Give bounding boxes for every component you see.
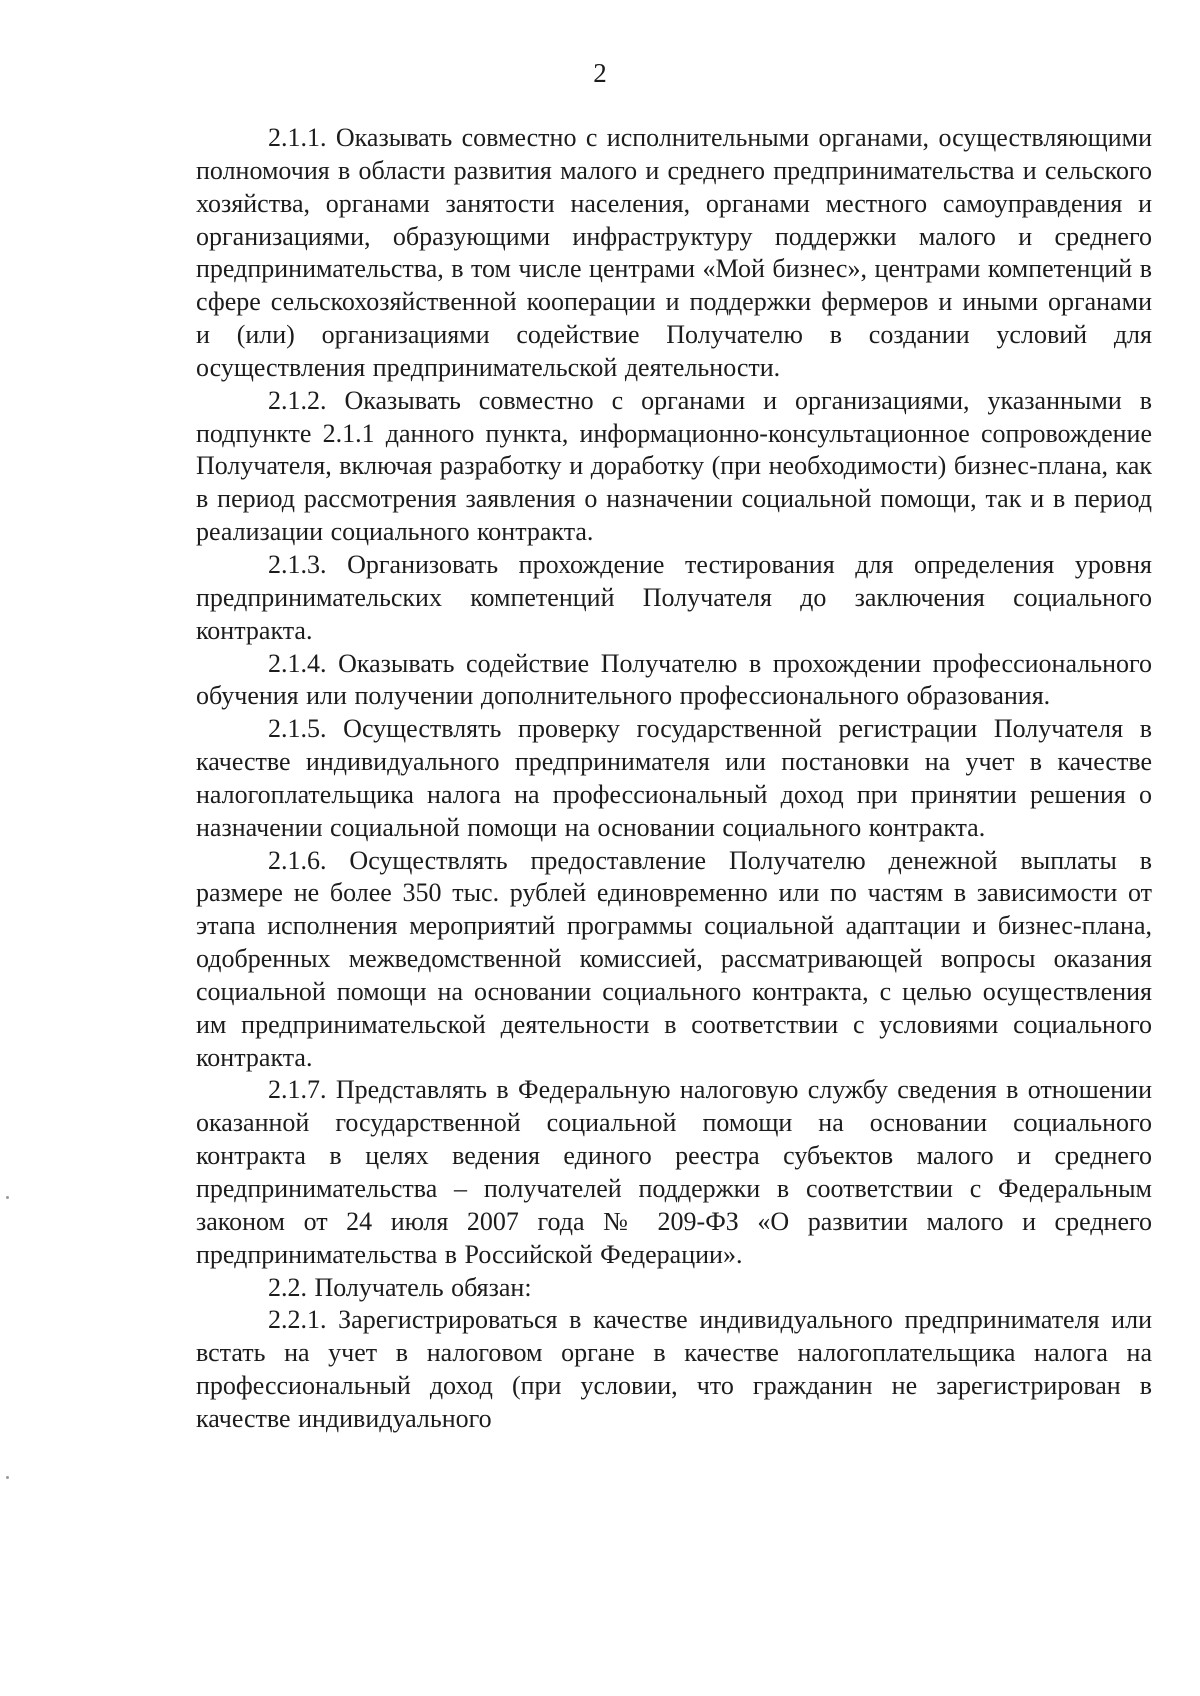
paragraph-2-1-7: 2.1.7. Представлять в Федеральную налоговую службу сведения в отношении оказанной государственной социальной помощи на основании социального контракта в целях ведения единого реестра субъектов малого и среднего предпринимательства – получателей поддержки в соответствии с Федеральным законом от 24 июля 2007 года № 209-ФЗ «О развитии малого и среднего предпринимательства в Российской Федерации». [196, 1075, 1152, 1269]
paragraph-2-1-5: 2.1.5. Осуществлять проверку государственной регистрации Получателя в качестве индивидуального предпринимателя или постановки на учет в качестве налогоплательщика налога на профессиональный доход при принятии решения о назначении социальной помощи на основании социального контракта. [196, 714, 1152, 842]
paragraph-2-1-4: 2.1.4. Оказывать содействие Получателю в прохождении профессионального обучения или получении дополнительного профессионального образования. [196, 648, 1152, 711]
paragraph-2-1-6: 2.1.6. Осуществлять предоставление Получателю денежной выплаты в размере не более 350 тыс. рублей единовременно или по частям в зависимости от этапа исполнения мероприятий программы социальной адаптации и бизнес-плана, одобренных межведомственной комиссией, рассматривающей вопросы оказания социальной помощи на основании социального контракта, с целью осуществления им предпринимательской деятельности в соответствии с условиями социального контракта. [196, 845, 1152, 1072]
scan-speck [6, 1196, 9, 1199]
page-number: 2 [593, 58, 607, 88]
paragraph-2-1-1: 2.1.1. Оказывать совместно с исполнительными органами, осуществляющими полномочия в области развития малого и среднего предпринимательства и сельского хозяйства, органами занятости населения, органами местного самоуправдения и организациями, образующими инфраструктуру поддержки малого и среднего предпринимательства, в том числе центрами «Мой бизнес», центрами компетенций в сфере сельскохозяйственной кооперации и поддержки фермеров и иными органами и (или) организациями содействие Получателю в создании условий для осуществления предпринимательской деятельности. [196, 123, 1152, 382]
paragraph-2-1-3: 2.1.3. Организовать прохождение тестирования для определения уровня предпринимательских компетенций Получателя до заключения социального контракта. [196, 549, 1152, 645]
scan-speck [6, 1476, 9, 1479]
document-body [196, 122, 1152, 1436]
paragraph-2-1-2: 2.1.2. Оказывать совместно с органами и организациями, указанными в подпункте 2.1.1 данного пункта, информационно-консультационное сопровождение Получателя, включая разработку и доработку (при необходимости) бизнес-плана, как в период рассмотрения заявления о назначении социальной помощи, так и в период реализации социального контракта. [196, 385, 1152, 547]
paragraph-2-2-1: 2.2.1. Зарегистрироваться в качестве индивидуального предпринимателя или встать на учет в налоговом органе в качестве налогоплательщика налога на профессиональный доход (при условии, что гражданин не зарегистрирован в качестве индивидуального [196, 1305, 1152, 1433]
paragraph-2-2: 2.2. Получатель обязан: [268, 1272, 532, 1302]
